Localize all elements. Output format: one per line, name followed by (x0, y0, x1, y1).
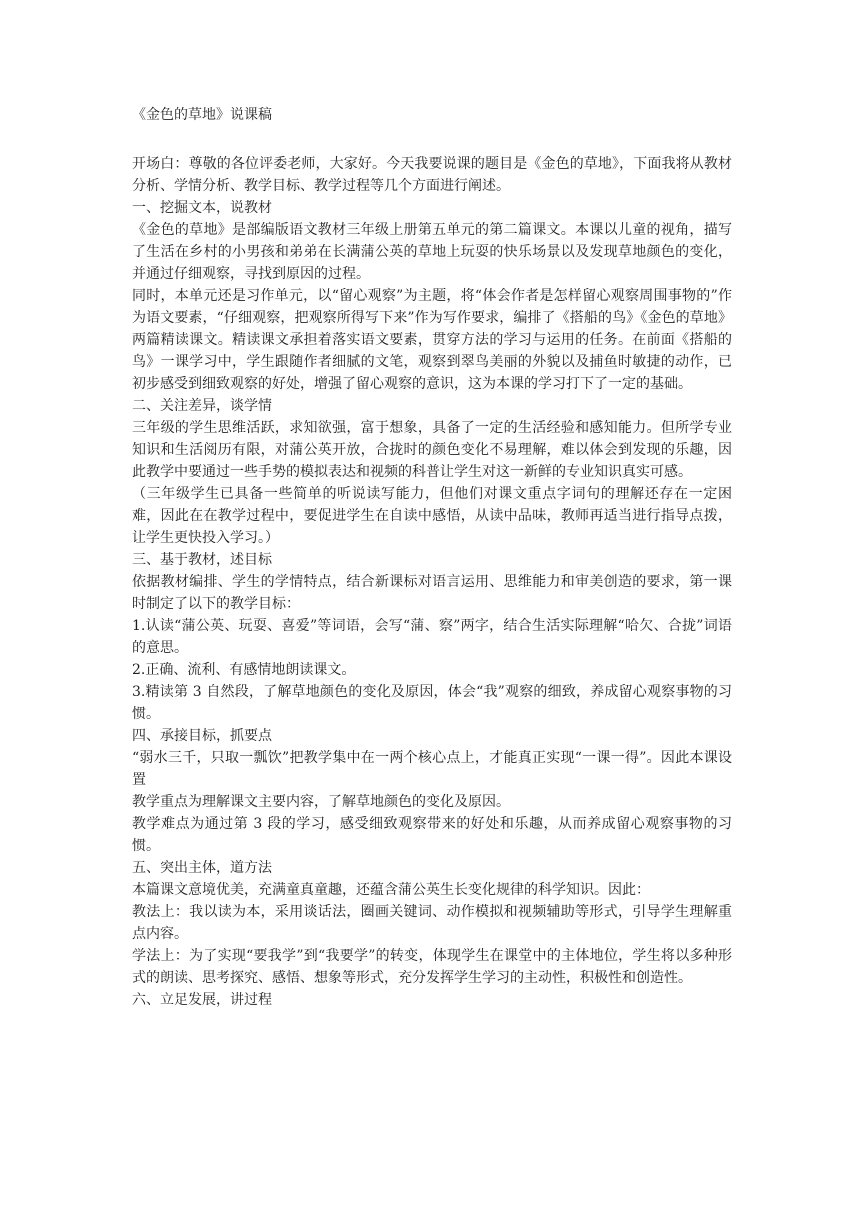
student-analysis-paragraph-1: 三年级的学生思维活跃，求知欲强，富于想象，具备了一定的生活经验和感知能力。但所学专业知识和生活阅历有限，对蒲公英开放，合拢时的颜色变化不易理解，难以体会到发现的乐趣，因此教学中要通过一些手势的模拟表达和视频的科普让学生对这一新鲜的专业知识真实可感。 (132, 420, 732, 480)
document-page (132, 104, 732, 1011)
objective-item-2: 2.正确、流利、有感情地朗读课文。 (132, 662, 356, 678)
student-analysis-paragraph-2: （三年级学生已具备一些简单的听说读写能力，但他们对课文重点字词句的理解还存在一定困难，因此在在教学过程中，要促进学生在自读中感悟，从读中品味，教师再适当进行指导点拨，让学生更快投入学习。） (132, 486, 732, 546)
section-heading-textbook: 一、挖掘文本，说教材 (132, 200, 272, 216)
methods-intro-paragraph: 本篇课文意境优美，充满童真童趣，还蕴含蒲公英生长变化规律的科学知识。因此： (132, 882, 650, 898)
learning-method-paragraph: 学法上：为了实现“要我学”到“我要学”的转变，体现学生在课堂中的主体地位，学生将以多种形式的朗读、思考探究、感悟、想象等形式，充分发挥学生学习的主动性，积极性和创造性。 (132, 948, 732, 986)
objective-item-1: 1.认读“蒲公英、玩耍、喜爱”等词语，会写“蒲、察”两字，结合生活实际理解“哈欠、合拢”词语的意思。 (132, 618, 732, 656)
key-points-paragraph-3: 教学难点为通过第 3 段的学习，感受细致观察带来的好处和乐趣，从而养成留心观察事物的习惯。 (132, 816, 732, 854)
key-points-paragraph-1: “弱水三千，只取一瓢饮”把教学集中在一两个核心点上，才能真正实现“一课一得”。因此本课设置 (132, 750, 732, 788)
section-heading-key-points: 四、承接目标，抓要点 (132, 728, 272, 744)
teaching-method-paragraph: 教法上：我以读为本，采用谈话法，圈画关键词、动作模拟和视频辅助等形式，引导学生理解重点内容。 (132, 904, 732, 942)
document-title: 《金色的草地》说课稿 (132, 107, 272, 123)
section-heading-student-analysis: 二、关注差异，谈学情 (132, 398, 272, 414)
section-heading-process: 六、立足发展，讲过程 (132, 992, 272, 1008)
textbook-paragraph-1: 《金色的草地》是部编版语文教材三年级上册第五单元的第二篇课文。本课以儿童的视角，描写了生活在乡村的小男孩和弟弟在长满蒲公英的草地上玩耍的快乐场景以及发现草地颜色的变化，并通过仔细观察，寻找到原因的过程。 (132, 222, 732, 282)
textbook-paragraph-2: 同时，本单元还是习作单元，以“留心观察”为主题，将“体会作者是怎样留心观察周围事物的”作为语文要素，“仔细观察，把观察所得写下来”作为写作要求，编排了《搭船的鸟》《金色的草地》两篇精读课文。精读课文承担着落实语文要素，贯穿方法的学习与运用的任务。在前面《搭船的鸟》一课学习中，学生跟随作者细腻的文笔，观察到翠鸟美丽的外貌以及捕鱼时敏捷的动作，已初步感受到细致观察的好处，增强了留心观察的意识，这为本课的学习打下了一定的基础。 (132, 288, 732, 392)
opening-paragraph: 开场白：尊敬的各位评委老师，大家好。今天我要说课的题目是《金色的草地》，下面我将从教材分析、学情分析、教学目标、教学过程等几个方面进行阐述。 (132, 156, 732, 194)
key-points-paragraph-2: 教学重点为理解课文主要内容，了解草地颜色的变化及原因。 (132, 794, 510, 810)
objectives-intro-paragraph: 依据教材编排、学生的学情特点，结合新课标对语言运用、思维能力和审美创造的要求，第一课时制定了以下的教学目标： (132, 574, 732, 612)
objective-item-3: 3.精读第 3 自然段，了解草地颜色的变化及原因，体会“我”观察的细致，养成留心观察事物的习惯。 (132, 684, 732, 722)
section-heading-methods: 五、突出主体，道方法 (132, 860, 272, 876)
section-heading-objectives: 三、基于教材，述目标 (132, 552, 272, 568)
